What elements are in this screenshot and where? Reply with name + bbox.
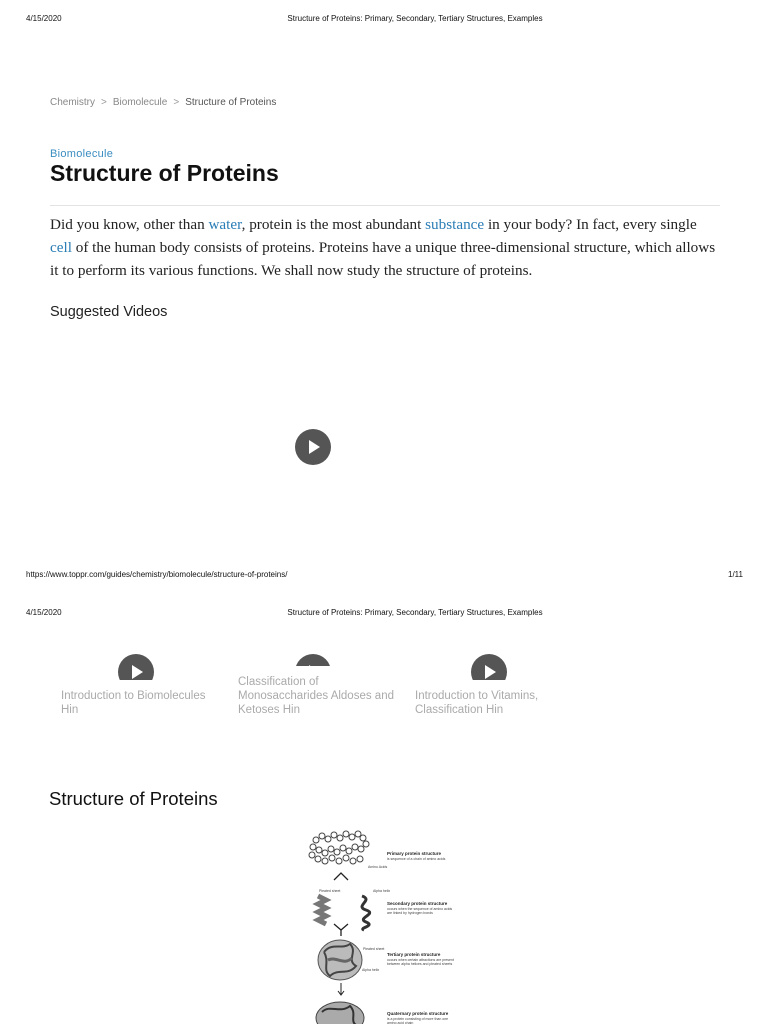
protein-structure-diagram bbox=[300, 828, 470, 1024]
video-thumb-1[interactable] bbox=[118, 654, 156, 680]
print-page-number: 1/11 bbox=[728, 570, 743, 579]
tertiary-label: Tertiary protein structure bbox=[387, 952, 441, 957]
chevron-up-icon bbox=[334, 873, 348, 880]
tertiary-structure-icon bbox=[318, 940, 362, 980]
secondary-label: Secondary protein structure bbox=[387, 901, 448, 906]
pleated-sheet-label: Pleated sheet bbox=[319, 889, 341, 893]
page-title: Structure of Proteins bbox=[50, 160, 279, 186]
section-heading: Structure of Proteins bbox=[49, 788, 218, 809]
video-title-1[interactable]: Introduction to Biomolecules Hin bbox=[61, 690, 206, 716]
secondary-desc: are linked by hydrogen bonds bbox=[387, 911, 433, 915]
protein-structure-figure bbox=[300, 828, 470, 1024]
intro-paragraph bbox=[50, 213, 722, 282]
arrow-down-icon bbox=[338, 983, 344, 995]
breadcrumb-current: Structure of Proteins bbox=[185, 97, 277, 108]
video-title-2[interactable]: Classification of Monosaccharides Aldoses and Ketoses Hin bbox=[238, 676, 394, 716]
breadcrumb-biomolecule[interactable]: Biomolecule bbox=[112, 97, 168, 108]
pleated-sheet-icon bbox=[318, 896, 326, 924]
print-date: 4/15/2020 bbox=[26, 608, 62, 617]
video-thumb-2[interactable] bbox=[295, 654, 333, 666]
quaternary-label: Quaternary protein structure bbox=[387, 1011, 449, 1016]
quaternary-desc: is a protein consisting of more than one bbox=[387, 1017, 449, 1021]
quaternary-structure-icon bbox=[316, 1002, 364, 1024]
tertiary-desc: between alpha helices and pleated sheets bbox=[387, 962, 453, 966]
merge-arrow-icon bbox=[334, 924, 348, 936]
title-divider bbox=[50, 205, 720, 206]
video-title-3[interactable]: Introduction to Vitamins, Classification Hin bbox=[415, 690, 539, 716]
substance-link[interactable]: substance bbox=[425, 216, 485, 233]
pleated-sheet-label: Pleated sheet bbox=[363, 947, 385, 951]
intro-text: in your body? In fact, every single bbox=[484, 216, 697, 233]
cell-link[interactable]: cell bbox=[50, 239, 72, 256]
alpha-helix-icon bbox=[362, 896, 370, 930]
primary-desc: is sequence of a chain of amino acids bbox=[387, 857, 446, 861]
video-thumb-3[interactable] bbox=[471, 654, 509, 680]
suggested-videos-heading: Suggested Videos bbox=[50, 304, 168, 320]
play-icon bbox=[471, 654, 507, 680]
category-link[interactable]: Biomolecule bbox=[50, 148, 114, 160]
breadcrumb-separator: > bbox=[101, 97, 107, 108]
print-title: Structure of Proteins: Primary, Secondary, Tertiary Structures, Examples bbox=[287, 608, 543, 617]
print-date: 4/15/2020 bbox=[26, 14, 62, 23]
intro-text: Did you know, other than bbox=[50, 216, 209, 233]
breadcrumb-chemistry[interactable]: Chemistry bbox=[50, 97, 96, 108]
breadcrumb-separator: > bbox=[173, 97, 180, 108]
play-icon bbox=[118, 654, 154, 680]
primary-label: Primary protein structure bbox=[387, 851, 442, 856]
secondary-desc: occurs when the sequence of amino acids bbox=[387, 907, 453, 911]
alpha-helix-label: Alpha helix bbox=[362, 968, 380, 972]
water-link[interactable]: water bbox=[208, 216, 242, 233]
tertiary-desc: occurs when certain attractions are present bbox=[387, 958, 454, 962]
primary-chain-icon bbox=[309, 831, 369, 864]
intro-text: , protein is the most abundant bbox=[241, 216, 426, 233]
intro-text: of the human body consists of proteins. Proteins have a unique three-dimensional structure, which allows it to perform its various functions. We shall now study the structure of proteins. bbox=[50, 239, 716, 279]
breadcrumb bbox=[50, 97, 276, 108]
play-icon bbox=[295, 654, 331, 666]
amino-acids-label: Amino Acids bbox=[368, 865, 388, 869]
print-url: https://www.toppr.com/guides/chemistry/biomolecule/structure-of-proteins/ bbox=[26, 570, 288, 579]
video-play-button[interactable] bbox=[295, 429, 331, 465]
alpha-helix-label: Alpha helix bbox=[373, 889, 391, 893]
print-title: Structure of Proteins: Primary, Secondary, Tertiary Structures, Examples bbox=[287, 14, 543, 23]
quaternary-desc: amino acid chain bbox=[387, 1021, 414, 1024]
